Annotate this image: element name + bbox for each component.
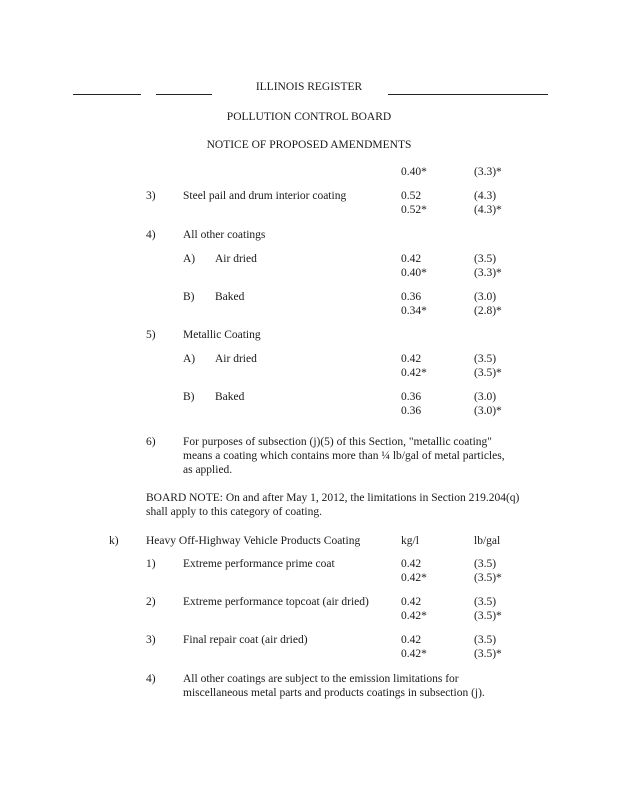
- item-5b-kgl-1: 0.36: [401, 391, 422, 403]
- item-5a-kgl-2: 0.42*: [401, 367, 427, 379]
- item-3-number: 3): [146, 190, 156, 202]
- board-note-line-1: BOARD NOTE: On and after May 1, 2012, the limitations in Section 219.204(q): [146, 492, 520, 504]
- k-item-2-lbgal-1: (3.5): [474, 596, 497, 608]
- section-k-title: Heavy Off-Highway Vehicle Products Coating: [146, 535, 361, 547]
- item-5-number: 5): [146, 329, 156, 341]
- item-5b-label: Baked: [215, 391, 245, 403]
- item-4a-lbgal-2: (3.3)*: [474, 267, 502, 279]
- item-4b-lbgal-2: (2.8)*: [474, 305, 502, 317]
- k-item-1-label: Extreme performance prime coat: [183, 558, 335, 570]
- top-row-lbgal: (3.3)*: [474, 166, 502, 178]
- item-6-line-3: as applied.: [183, 464, 233, 476]
- item-6-line-1: For purposes of subsection (j)(5) of this Section, "metallic coating": [183, 436, 492, 448]
- item-5a-label: Air dried: [215, 353, 257, 365]
- item-3-kgl-2: 0.52*: [401, 204, 427, 216]
- top-row-kgl: 0.40*: [401, 166, 427, 178]
- k-item-2-label: Extreme performance topcoat (air dried): [183, 596, 369, 608]
- header-rule-right: [388, 94, 548, 95]
- section-k-col-lbgal: lb/gal: [474, 535, 501, 547]
- item-5a-lbgal-2: (3.5)*: [474, 367, 502, 379]
- item-4b-kgl-2: 0.34*: [401, 305, 427, 317]
- item-4b-label: Baked: [215, 291, 245, 303]
- header-rule-left-2: [156, 94, 212, 95]
- board-note-line-2: shall apply to this category of coating.: [146, 506, 322, 518]
- item-5a-letter: A): [183, 353, 196, 365]
- k-item-3-label: Final repair coat (air dried): [183, 634, 308, 646]
- item-4b-lbgal-1: (3.0): [474, 291, 497, 303]
- board-name: POLLUTION CONTROL BOARD: [226, 111, 392, 123]
- item-4-number: 4): [146, 229, 156, 241]
- section-k-letter: k): [109, 535, 119, 547]
- k-item-3-lbgal-1: (3.5): [474, 634, 497, 646]
- k-item-1-number: 1): [146, 558, 156, 570]
- k-item-2-number: 2): [146, 596, 156, 608]
- k-item-3-kgl-2: 0.42*: [401, 648, 427, 660]
- item-5a-lbgal-1: (3.5): [474, 353, 497, 365]
- k-item-2-kgl-2: 0.42*: [401, 610, 427, 622]
- item-4a-letter: A): [183, 253, 196, 265]
- item-6-number: 6): [146, 436, 156, 448]
- item-3-label: Steel pail and drum interior coating: [183, 190, 347, 202]
- k-item-3-number: 3): [146, 634, 156, 646]
- header-rule-left-1: [73, 94, 141, 95]
- item-5a-kgl-1: 0.42: [401, 353, 422, 365]
- notice-title: NOTICE OF PROPOSED AMENDMENTS: [206, 139, 412, 151]
- k-item-1-lbgal-1: (3.5): [474, 558, 497, 570]
- item-4a-lbgal-1: (3.5): [474, 253, 497, 265]
- register-title: ILLINOIS REGISTER: [255, 81, 363, 93]
- k-item-2-lbgal-2: (3.5)*: [474, 610, 502, 622]
- item-4a-kgl-2: 0.40*: [401, 267, 427, 279]
- item-4-label: All other coatings: [183, 229, 266, 241]
- item-4a-kgl-1: 0.42: [401, 253, 422, 265]
- k-item-4-line-2: miscellaneous metal parts and products coatings in subsection (j).: [183, 687, 485, 699]
- item-4b-letter: B): [183, 291, 195, 303]
- item-5b-lbgal-1: (3.0): [474, 391, 497, 403]
- k-item-3-kgl-1: 0.42: [401, 634, 422, 646]
- k-item-4-line-1: All other coatings are subject to the emission limitations for: [183, 673, 459, 685]
- k-item-1-lbgal-2: (3.5)*: [474, 572, 502, 584]
- section-k-col-kgl: kg/l: [401, 535, 419, 547]
- item-3-kgl-1: 0.52: [401, 190, 422, 202]
- k-item-1-kgl-2: 0.42*: [401, 572, 427, 584]
- item-4b-kgl-1: 0.36: [401, 291, 422, 303]
- item-5-label: Metallic Coating: [183, 329, 261, 341]
- k-item-4-number: 4): [146, 673, 156, 685]
- item-4a-label: Air dried: [215, 253, 257, 265]
- k-item-1-kgl-1: 0.42: [401, 558, 422, 570]
- item-3-lbgal-1: (4.3): [474, 190, 497, 202]
- item-6-line-2: means a coating which contains more than ¼ lb/gal of metal particles,: [183, 450, 505, 462]
- item-5b-lbgal-2: (3.0)*: [474, 405, 502, 417]
- item-5b-letter: B): [183, 391, 195, 403]
- item-3-lbgal-2: (4.3)*: [474, 204, 502, 216]
- k-item-2-kgl-1: 0.42: [401, 596, 422, 608]
- k-item-3-lbgal-2: (3.5)*: [474, 648, 502, 660]
- item-5b-kgl-2: 0.36: [401, 405, 422, 417]
